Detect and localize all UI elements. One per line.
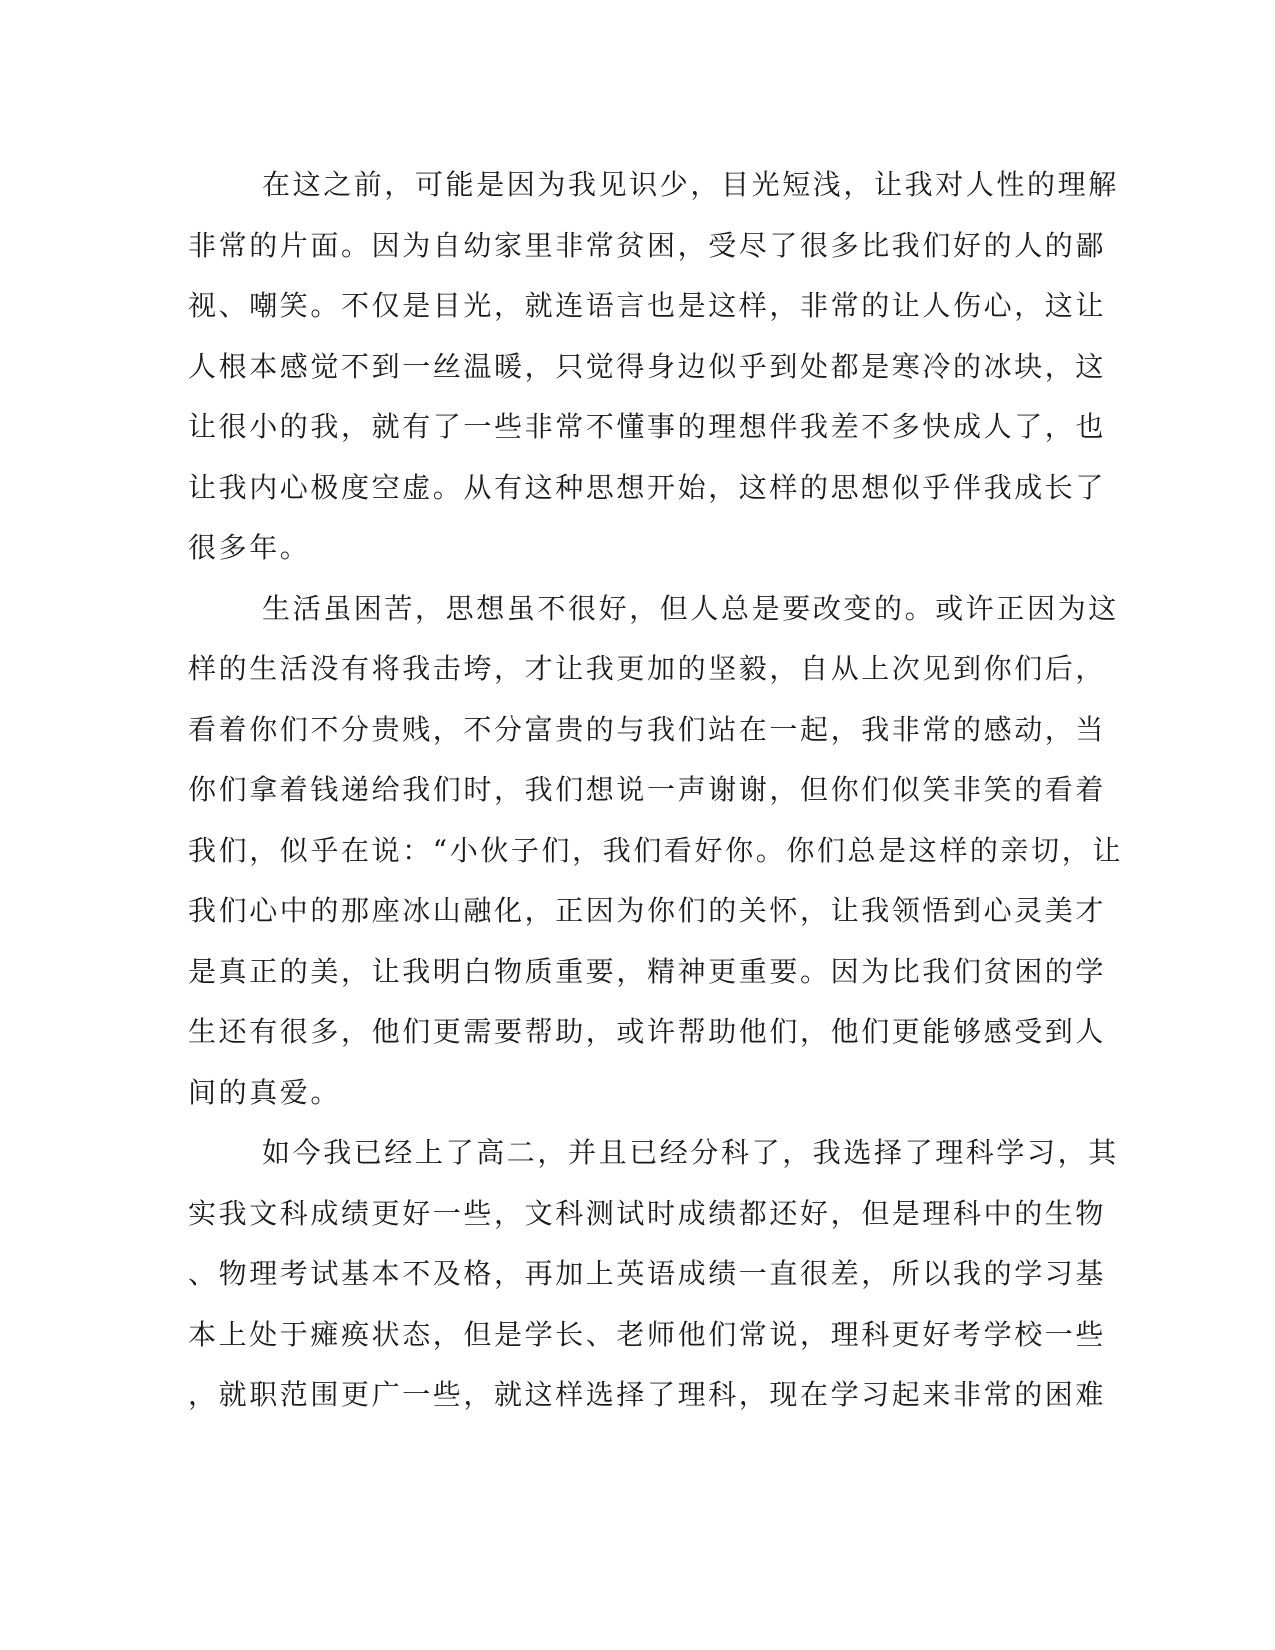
paragraph-1 bbox=[188, 155, 1119, 579]
text-line: 人根本感觉不到一丝温暖，只觉得身边似乎到处都是寒冷的冰块，这 bbox=[188, 349, 1107, 383]
text-line: 在这之前，可能是因为我见识少，目光短浅，让我对人性的理解 bbox=[262, 168, 1119, 201]
text-line: 实我文科成绩更好一些，文科测试时成绩都还好，但是理科中的生物 bbox=[188, 1196, 1107, 1230]
text-line: 你们拿着钱递给我们时，我们想说一声谢谢，但你们似笑非笑的看着 bbox=[188, 773, 1107, 806]
body-text bbox=[188, 155, 1123, 1426]
text-line: 样的生活没有将我击垮，才让我更加的坚毅，自从上次见到你们后， bbox=[188, 652, 1107, 685]
text-line: 让我内心极度空虚。从有这种思想开始，这样的思想似乎伴我成长了 bbox=[188, 470, 1107, 504]
text-line: 生活虽困苦，思想虽不很好，但人总是要改变的。或许正因为这 bbox=[262, 591, 1119, 625]
text-line: 让很小的我，就有了一些非常不懂事的理想伴我差不多快成人了，也 bbox=[188, 410, 1107, 443]
text-line: ，就职范围更广一些，就这样选择了理科，现在学习起来非常的困难 bbox=[188, 1378, 1107, 1411]
text-line: 如今我已经上了高二，并且已经分科了，我选择了理科学习，其 bbox=[262, 1136, 1119, 1169]
text-line: 生还有很多，他们更需要帮助，或许帮助他们，他们更能够感受到人 bbox=[188, 1015, 1107, 1048]
text-line: 非常的片面。因为自幼家里非常贫困，受尽了很多比我们好的人的鄙 bbox=[188, 228, 1107, 262]
text-line: 看着你们不分贵贱，不分富贵的与我们站在一起，我非常的感动，当 bbox=[188, 712, 1107, 746]
paragraph-3 bbox=[188, 1123, 1119, 1426]
text-line: 视、嘲笑。不仅是目光，就连语言也是这样，非常的让人伤心，这让 bbox=[188, 289, 1107, 322]
text-line: 我们心中的那座冰山融化，正因为你们的关怀，让我领悟到心灵美才 bbox=[188, 894, 1107, 927]
paragraph-2 bbox=[188, 579, 1123, 1124]
text-line: 是真正的美，让我明白物质重要，精神更重要。因为比我们贫困的学 bbox=[188, 954, 1107, 988]
text-line: 本上处于瘫痪状态，但是学长、老师他们常说，理科更好考学校一些 bbox=[188, 1317, 1107, 1351]
text-line: 、物理考试基本不及格，再加上英语成绩一直很差，所以我的学习基 bbox=[188, 1257, 1107, 1290]
text-line: 间的真爱。 bbox=[188, 1075, 342, 1109]
text-line: 我们，似乎在说：“小伙子们，我们看好你。你们总是这样的亲切，让 bbox=[188, 833, 1123, 867]
text-line: 很多年。 bbox=[188, 531, 311, 564]
